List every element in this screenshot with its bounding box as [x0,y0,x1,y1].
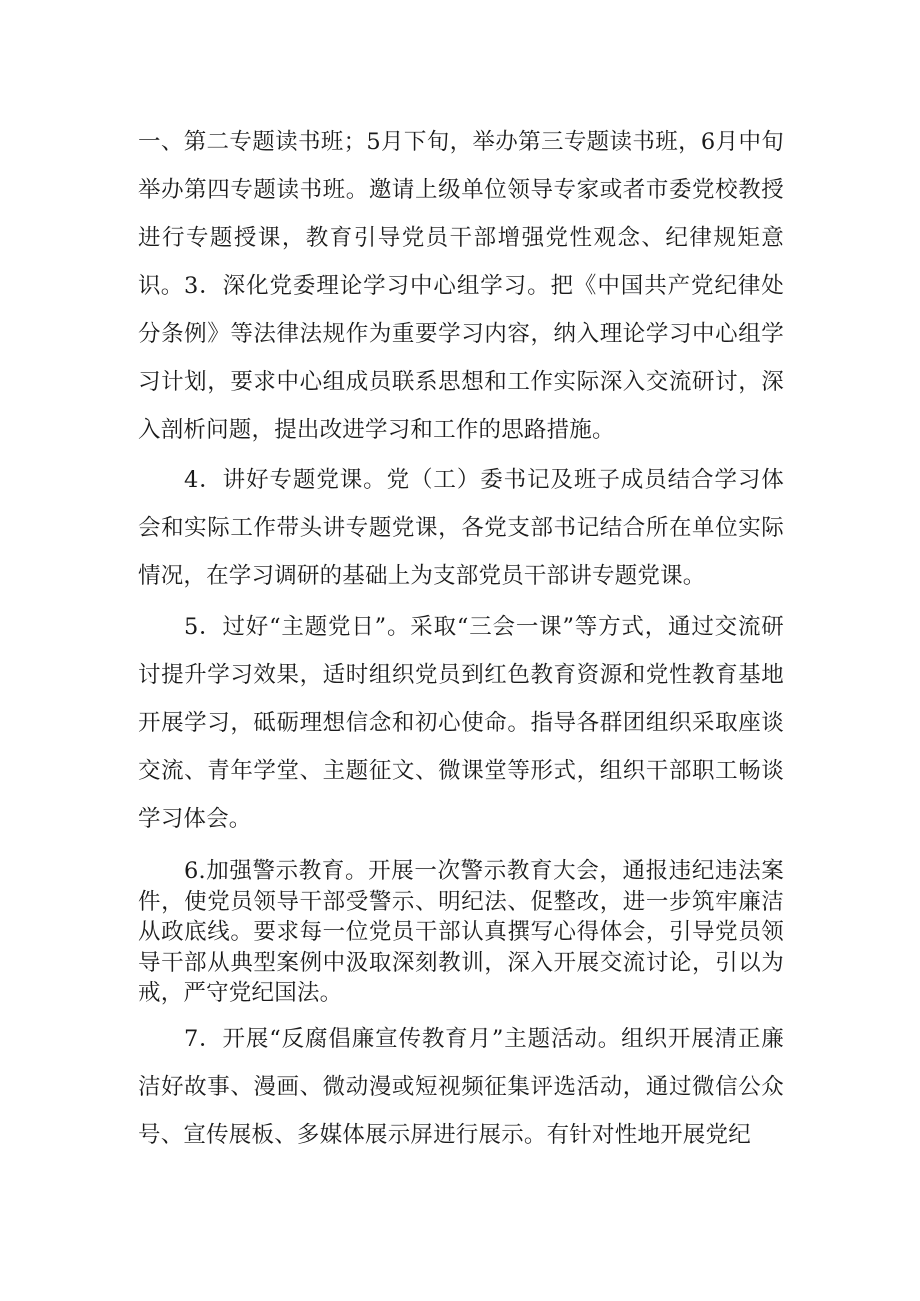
paragraph-reading-class: 一、第二专题读书班；5月下旬，举办第三专题读书班，6月中旬举办第四专题读书班。邀请上级单位领导专家或者市委党校教授进行专题授课，教育引导党员干部增强党性观念、纪律规矩意识。 [138,129,784,299]
paragraph-item-6-warning-education: 6.加强警示教育。开展一次警示教育大会，通报违纪违法案件，使党员领导干部受警示、明纪法、促整改，进一步筑牢廉洁从政底线。要求每一位党员干部认真撰写心得体会，引导党员领导干部从典型案例中汲取深刻教训，深入开展交流讨论，引以为戒，严守党纪国法。 [138,858,784,1006]
paragraph-item-3-theory-study: 3．深化党委理论学习中心组学习。把《中国共产党纪律处分条例》等法律法规作为重要学习内容，纳入理论学习中心组学习计划，要求中心组成员联系思想和工作实际深入交流研讨，深入剖析问题，提出改进学习和工作的思路措施。 [138,273,784,443]
paragraph-item-4-party-lecture: 4．讲好专题党课。党（工）委书记及班子成员结合学习体会和实际工作带头讲专题党课，各党支部书记结合所在单位实际情况，在学习调研的基础上为支部党员干部讲专题党课。 [138,467,784,589]
paragraph-item-7-anti-corruption-month: 7．开展“反腐倡廉宣传教育月”主题活动。组织开展清正廉洁好故事、漫画、微动漫或短视频征集评选活动，通过微信公众号、宣传展板、多媒体展示屏进行展示。有针对性地开展党纪 [138,1026,784,1148]
paragraph-item-5-theme-party-day: 5．过好“主题党日”。采取“三会一课”等方式，通过交流研讨提升学习效果，适时组织党员到红色教育资源和党性教育基地开展学习，砥砺理想信念和初心使命。指导各群团组织采取座谈交流、青年学堂、主题征文、微课堂等形式，组织干部职工畅谈学习体会。 [138,614,784,832]
